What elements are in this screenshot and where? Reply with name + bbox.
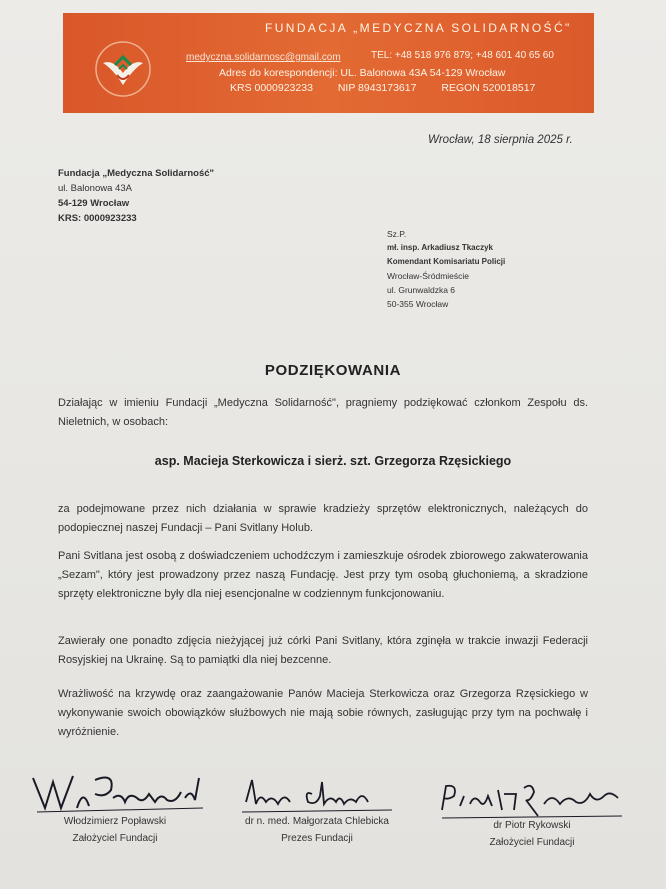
signatory-3-role: Założyciel Fundacji (489, 837, 575, 848)
sender-street: ul. Balonowa 43A (58, 183, 132, 194)
signature-block-2 (222, 772, 412, 844)
letterhead-address: Adres do korespondencji: UL. Balonowa 43A 54-129 Wrocław (219, 67, 506, 79)
letterhead (63, 13, 594, 113)
recipient-city: 50-355 Wrocław (387, 299, 449, 309)
handwritten-signature-2 (232, 772, 402, 816)
recipient-unit: Wrocław-Śródmieście (387, 271, 470, 281)
signature-block-1 (20, 768, 210, 844)
sender-name: Fundacja „Medyczna Solidarność" (58, 168, 215, 179)
handwritten-signature-1 (25, 768, 205, 816)
signatory-1-role: Założyciel Fundacji (72, 833, 158, 844)
signatory-3-name: dr Piotr Rykowski (493, 820, 571, 831)
letter-date: Wrocław, 18 sierpnia 2025 r. (428, 134, 573, 146)
recipient-position: Komendant Komisariatu Policji (387, 257, 506, 266)
letterhead-title: FUNDACJA „MEDYCZNA SOLIDARNOŚĆ" (265, 21, 572, 35)
handwritten-signature-3 (434, 776, 630, 820)
krs-number: KRS 0000923233 (230, 82, 313, 94)
nip-number: NIP 8943173617 (337, 82, 417, 94)
signature-block-3 (434, 776, 630, 848)
paragraph-3: Zawierały one ponadto zdjęcia nieżyjącej już córki Pani Svitlany, która zginęła w trakcie inwazji Federacji Rosyjskiej na Ukrainę. Są to pamiątki dla niej bezcenne. (58, 635, 588, 666)
letter-title: PODZIĘKOWANIA (264, 362, 402, 379)
letterhead-phone: TEL: +48 518 976 879; +48 601 40 65 60 (371, 50, 554, 61)
letterhead-registry (230, 82, 557, 94)
sender-block (58, 166, 214, 226)
recipient-street: ul. Grunwaldzka 6 (387, 285, 456, 295)
letterhead-email-link[interactable]: medyczna.solidarnosc@gmail.com (186, 52, 341, 63)
paragraph-4: Wrażliwość na krzywdę oraz zaangażowanie Panów Macieja Sterkowicza oraz Grzegorza Rzęsickiego w wykonywanie swoich obowiązków służbowych nie mają sobie równych, zasługując przy tym na pochwałę i wyróżnienie. (58, 688, 588, 738)
signatory-2-name: dr n. med. Małgorzata Chlebicka (245, 816, 389, 827)
sender-krs: KRS: 0000923233 (58, 213, 137, 224)
regon-number: REGON 520018517 (441, 82, 536, 94)
intro-paragraph: Działając w imieniu Fundacji „Medyczna Solidarność", pragniemy podziękować członkom Zespołu ds. Nieletnich, w osobach: (58, 397, 588, 428)
recipient-salutation: Sz.P. (387, 229, 407, 239)
signatory-1-name: Włodzimierz Popławski (63, 816, 167, 827)
foundation-logo (93, 39, 153, 99)
signatory-2-role: Prezes Fundacji (281, 833, 353, 844)
recipient-name: mł. insp. Arkadiusz Tkaczyk (387, 243, 493, 252)
recipient-block (387, 227, 505, 311)
paragraph-1: za podejmowane przez nich działania w sprawie kradzieży sprzętów elektronicznych, należących do podopiecznej naszej Fundacji – Pani Svitlany Holub. (58, 503, 588, 534)
honorees-names: asp. Macieja Sterkowicza i sierż. szt. Grzegorza Rzęsickiego (154, 454, 512, 468)
sender-city: 54-129 Wrocław (58, 198, 130, 209)
paragraph-2: Pani Svitlana jest osobą z doświadczeniem uchodźczym i zamieszkuje ośrodek zbiorowego zakwaterowania „Sezam", który jest prowadzony przez naszą Fundację. Jest przy tym osobą głuchoniemą, a skradzione sprzęty elektroniczne były dla niej esencjonalne w codziennym funkcjonowaniu. (58, 550, 588, 600)
